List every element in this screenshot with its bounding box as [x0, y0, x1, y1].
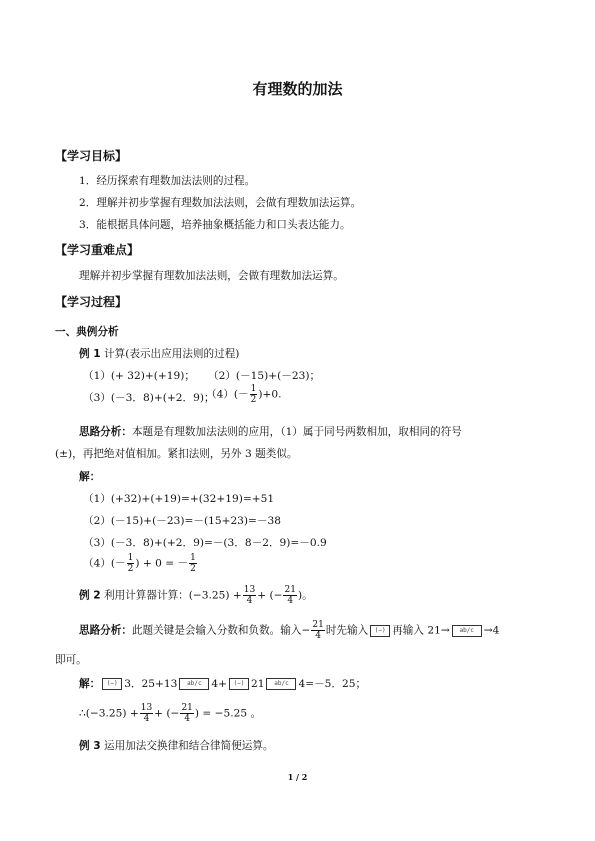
example2-prompt: 利用计算器计算：: [104, 589, 189, 602]
result2-suffix: ) = −5.25 。: [194, 707, 262, 720]
goal-item-3: 3．能根据具体问题，培养抽象概括能力和口头表达能力。: [79, 219, 351, 231]
example2-fraction-2: [283, 585, 296, 606]
solution2-seg1: 3．25+13: [124, 678, 178, 690]
solution2-seg3: 21: [250, 678, 265, 690]
fraction-numerator: 1: [190, 553, 196, 563]
fraction-numerator: 13: [140, 703, 153, 713]
sol4-prefix: （4）(－: [83, 557, 126, 570]
negative-key-icon: (−): [102, 678, 122, 690]
analysis1-label: 思路分析：: [79, 426, 132, 438]
example1-label: 例 1: [79, 348, 101, 360]
page-title: 有理数的加法: [252, 80, 343, 98]
example2-label: 例 2: [79, 589, 101, 602]
example1-line: [79, 346, 239, 362]
solution1-label: 解：: [79, 471, 101, 483]
analysis2-line2: 即可。: [55, 654, 87, 666]
solution1-line4: [83, 553, 198, 574]
example1-q4-suffix: )+0.: [258, 388, 282, 401]
example1-q4-fraction: [250, 384, 258, 405]
negative-key-icon: (−): [370, 625, 390, 637]
example1-q4: [206, 384, 282, 405]
result2-fraction-1: [140, 703, 153, 724]
example1-q2: （2）(－15)+(－23)；: [208, 370, 321, 382]
result2-line: [79, 703, 261, 724]
fraction-numerator: 1: [127, 553, 134, 563]
fraction-denominator: 4: [246, 596, 253, 606]
fraction-key-icon: ab/c: [266, 678, 296, 690]
sol4-fraction-left: [127, 553, 135, 574]
fraction-denominator: 4: [287, 596, 294, 606]
analysis2-text-a: 此题关键是会输入分数和负数。输入: [131, 624, 302, 637]
fraction-numerator: 21: [284, 585, 296, 595]
example2-expr-b: + (−: [257, 589, 283, 602]
fraction-denominator: 2: [127, 564, 134, 574]
solution1-line3: （3）(－3．8)+(+2．9)=－(3．8－2．9)=－0.9: [83, 537, 327, 549]
section-goals-heading: 【学习目标】: [55, 149, 128, 163]
analysis1-line2: (±)，再把绝对值相加。紧扣法则，另外 3 题类似。: [55, 448, 298, 460]
fraction-denominator: 4: [184, 714, 191, 724]
example1-q3: （3）(－3．8)+(+2．9)；: [83, 392, 215, 404]
solution1-line2: （2）(－15)+(－23)=－(15+23)=－38: [83, 515, 282, 527]
analysis2-label: 思路分析：: [79, 624, 132, 637]
example1-prompt: 计算(表示出应用法则的过程): [104, 348, 240, 360]
sol4-fraction-right: [189, 553, 197, 574]
solution2-label: 解：: [79, 678, 101, 690]
fraction-denominator: 2: [190, 564, 196, 574]
fraction-numerator: 13: [243, 585, 256, 595]
negative-key-icon: (−): [229, 678, 249, 690]
example2-expr-c: )。: [297, 589, 313, 602]
fraction-numerator: 21: [181, 703, 193, 713]
analysis2-text-d: →4: [483, 624, 500, 637]
part1-heading: 一、典例分析: [55, 326, 119, 338]
goal-item-1: 1．经历探索有理数加法法则的过程。: [79, 175, 256, 187]
solution2-line: [79, 676, 366, 692]
fraction-numerator: 21: [312, 620, 324, 630]
solution2-seg2: 4+: [211, 678, 227, 690]
example3-line: [79, 738, 274, 754]
analysis2-line1: [79, 620, 499, 641]
analysis2-text-c: 再输入 21→: [392, 624, 450, 637]
sol4-mid: ) + 0 = －: [135, 557, 189, 570]
example2-expr-a: (−3.25) +: [188, 589, 242, 602]
example2-fraction-1: [243, 585, 256, 606]
analysis1-text: 本题是有理数加法法则的应用，（1）属于同号两数相加，取相同的符号: [131, 426, 462, 438]
key-points-text: 理解并初步掌握有理数加法法则，会做有理数加法运算。: [79, 270, 344, 282]
example1-q4-prefix: （4）(－: [206, 388, 249, 401]
section-key-points-heading: 【学习重难点】: [55, 243, 140, 257]
solution2-seg4: 4=－5．25；: [298, 678, 367, 690]
fraction-key-icon: ab/c: [179, 678, 209, 690]
example1-q1: （1）(+ 32)+(+19)；: [83, 370, 196, 382]
analysis2-text-b: 时先输入: [325, 624, 369, 637]
example3-label: 例 3: [79, 740, 101, 752]
solution1-line1: （1）(+32)+(+19)=+(32+19)=+51: [83, 493, 275, 505]
fraction-denominator: 4: [315, 631, 321, 641]
analysis1-line1: [79, 424, 462, 440]
analysis2-fraction: [311, 620, 324, 641]
fraction-denominator: 2: [250, 395, 257, 405]
result2-prefix: ∴(−3.25) +: [79, 707, 139, 720]
analysis2-minus: −: [301, 624, 311, 637]
example2-line: [79, 585, 313, 606]
example3-prompt: 运用加法交换律和结合律简便运算。: [104, 740, 274, 752]
fraction-numerator: 1: [250, 384, 257, 394]
result2-fraction-2: [180, 703, 193, 724]
section-process-heading: 【学习过程】: [55, 295, 128, 309]
page-number: 1 / 2: [287, 772, 308, 782]
result2-mid: + (−: [154, 707, 180, 720]
fraction-denominator: 4: [143, 714, 150, 724]
fraction-key-icon: ab/c: [452, 625, 482, 637]
goal-item-2: 2．理解并初步掌握有理数加法法则，会做有理数加法运算。: [79, 197, 362, 209]
